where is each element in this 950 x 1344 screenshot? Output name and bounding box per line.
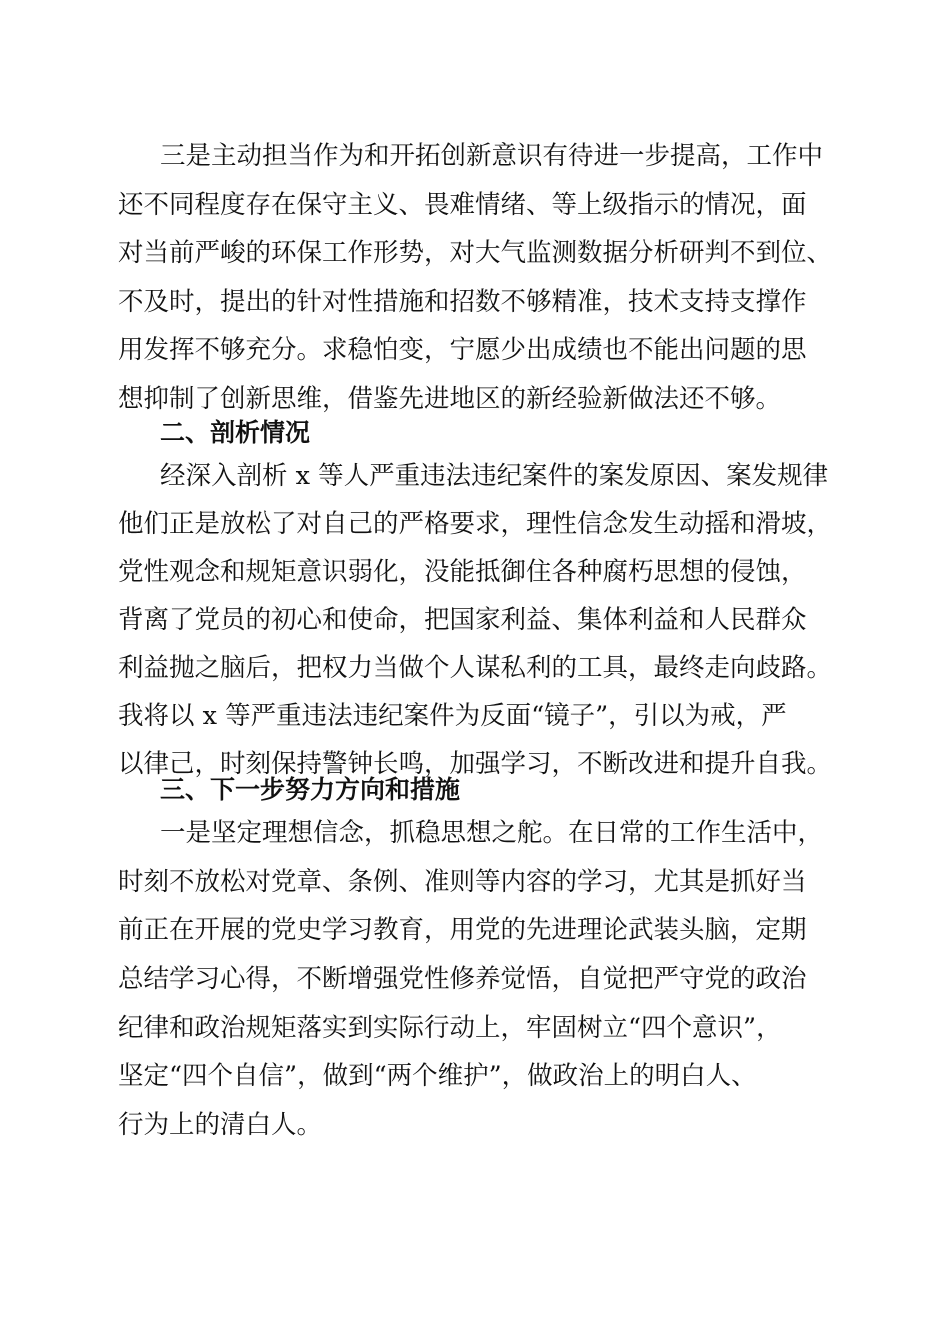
paragraph-line: 用发挥不够充分。求稳怕变，宁愿少出成绩也不能出问题的思 — [118, 335, 807, 365]
paragraph-line: 纪律和政治规矩落实到实际行动上，牢固树立“四个意识”， — [118, 1013, 782, 1043]
paragraph-line: 以律己，时刻保持警钟长鸣，加强学习，不断改进和提升自我。 — [118, 749, 833, 779]
paragraph-line: 他们正是放松了对自己的严格要求，理性信念发生动摇和滑坡， — [118, 509, 833, 539]
paragraph-line: 背离了党员的初心和使命，把国家利益、集体利益和人民群众 — [118, 605, 807, 635]
paragraph-line: 一是坚定理想信念，抓稳思想之舵。在日常的工作生活中， — [160, 818, 824, 848]
paragraph-line: 利益抛之脑后，把权力当做个人谋私利的工具，最终走向歧路。 — [118, 653, 833, 683]
paragraph-line: 行为上的清白人。 — [118, 1110, 323, 1140]
paragraph-line: 三是主动担当作为和开拓创新意识有待进一步提高，工作中 — [160, 141, 824, 171]
paragraph-line: 不及时，提出的针对性措施和招数不够精准，技术支持支撑作 — [118, 287, 807, 317]
section-heading-analysis: 二、剖析情况 — [160, 418, 311, 447]
paragraph-line: 还不同程度存在保守主义、畏难情绪、等上级指示的情况，面 — [118, 190, 807, 220]
paragraph-line: 时刻不放松对党章、条例、准则等内容的学习，尤其是抓好当 — [118, 867, 807, 897]
paragraph-line: 想抑制了创新思维，借鉴先进地区的新经验新做法还不够。 — [118, 384, 782, 414]
paragraph-line: 对当前严峻的环保工作形势，对大气监测数据分析研判不到位、 — [118, 238, 833, 268]
section-heading-next-steps: 三、下一步努力方向和措施 — [160, 775, 461, 804]
paragraph-line: 党性观念和规矩意识弱化，没能抵御住各种腐朽思想的侵蚀， — [118, 557, 807, 587]
paragraph-line: 经深入剖析 x 等人严重违法违纪案件的案发原因、案发规律 — [160, 461, 829, 491]
paragraph-line: 我将以 x 等严重违法违纪案件为反面“镜子”，引以为戒，严 — [118, 701, 787, 731]
paragraph-line: 总结学习心得，不断增强党性修养觉悟，自觉把严守党的政治 — [118, 964, 807, 994]
paragraph-line: 坚定“四个自信”，做到“两个维护”，做政治上的明白人、 — [118, 1061, 757, 1091]
paragraph-line: 前正在开展的党史学习教育，用党的先进理论武装头脑，定期 — [118, 915, 807, 945]
